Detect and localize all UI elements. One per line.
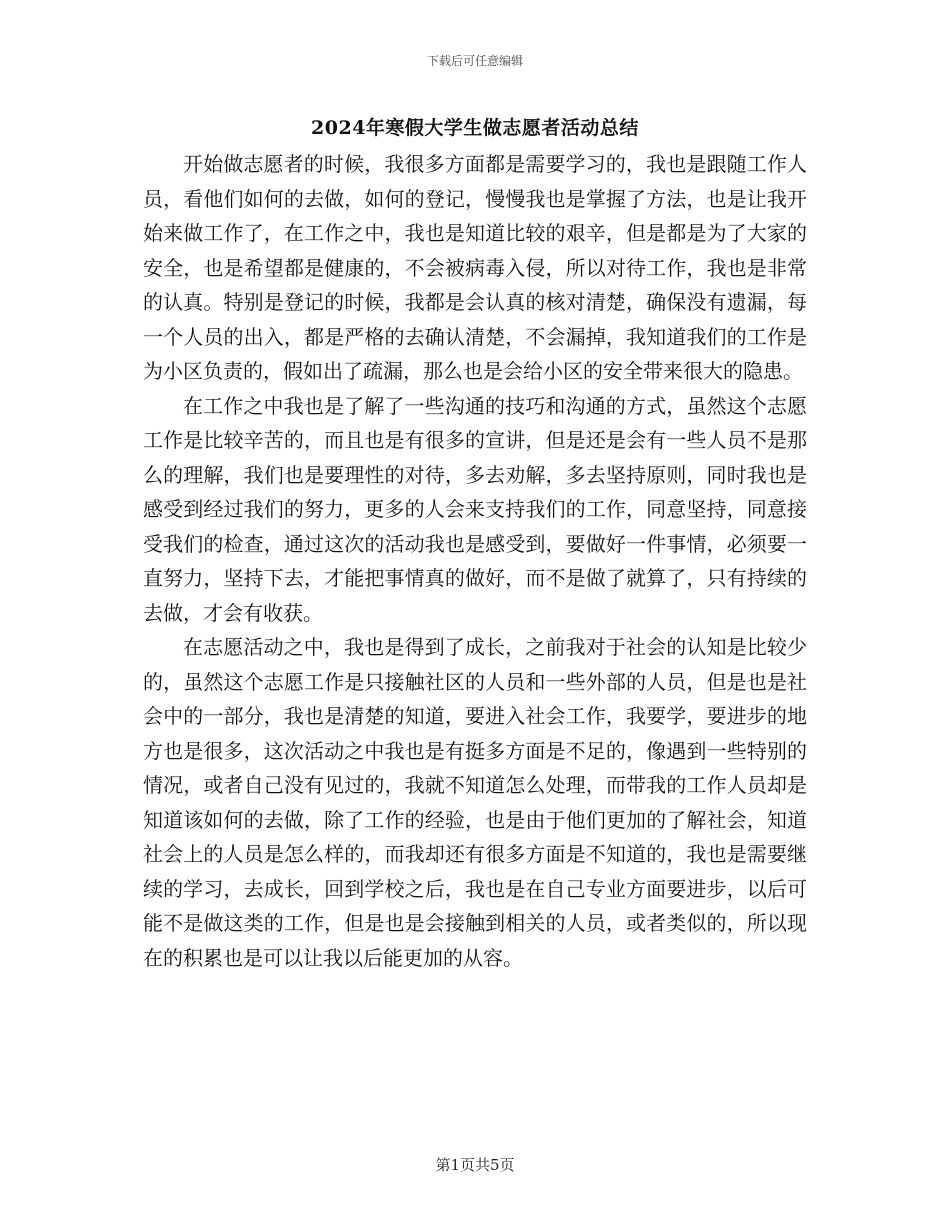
body-paragraph-1: 开始做志愿者的时候，我很多方面都是需要学习的，我也是跟随工作人员，看他们如何的去做，如何的登记，慢慢我也是掌握了方法，也是让我开始来做工作了，在工作之中，我也是知道比较的艰辛，但是都是为了大家的安全，也是希望都是健康的，不会被病毒入侵，所以对待工作，我也是非常的认真。特别是登记的时候，我都是会认真的核对清楚，确保没有遗漏，每一个人员的出入，都是严格的去确认清楚，不会漏掉，我知道我们的工作是为小区负责的，假如出了疏漏，那么也是会给小区的安全带来很大的隐患。 [143, 152, 807, 383]
page-number-footer: 第1页共5页 [435, 1156, 515, 1174]
page-header-note: 下载后可任意编辑 [426, 54, 523, 68]
document-title: 2024年寒假大学生做志愿者活动总结 [311, 117, 639, 139]
body-paragraph-3: 在志愿活动之中，我也是得到了成长，之前我对于社会的认知是比较少的，虽然这个志愿工作是只接触社区的人员和一些外部的人员，但是也是社会中的一部分，我也是清楚的知道，要进入社会工作，我要学，要进步的地方也是很多，这次活动之中我也是有挺多方面是不足的，像遇到一些特别的情况，或者自己没有见过的，我就不知道怎么处理，而带我的工作人员却是知道该如何的去做，除了工作的经验，也是由于他们更加的了解社会，知道社会上的人员是怎么样的，而我却还有很多方面是不知道的，我也是需要继续的学习，去成长，回到学校之后，我也是在自己专业方面要进步，以后可能不是做这类的工作，但是也是会接触到相关的人员，或者类似的，所以现在的积累也是可以让我以后能更加的从容。 [143, 635, 807, 970]
document-body [143, 147, 807, 975]
body-paragraph-2: 在工作之中我也是了解了一些沟通的技巧和沟通的方式，虽然这个志愿工作是比较辛苦的，而且也是有很多的宣讲，但是还是会有一些人员不是那么的理解，我们也是要理性的对待，多去劝解，多去坚持原则，同时我也是感受到经过我们的努力，更多的人会来支持我们的工作，同意坚持，同意接受我们的检查，通过这次的活动我也是感受到，要做好一件事情，必须要一直努力，坚持下去，才能把事情真的做好，而不是做了就算了，只有持续的去做，才会有收获。 [143, 393, 807, 625]
